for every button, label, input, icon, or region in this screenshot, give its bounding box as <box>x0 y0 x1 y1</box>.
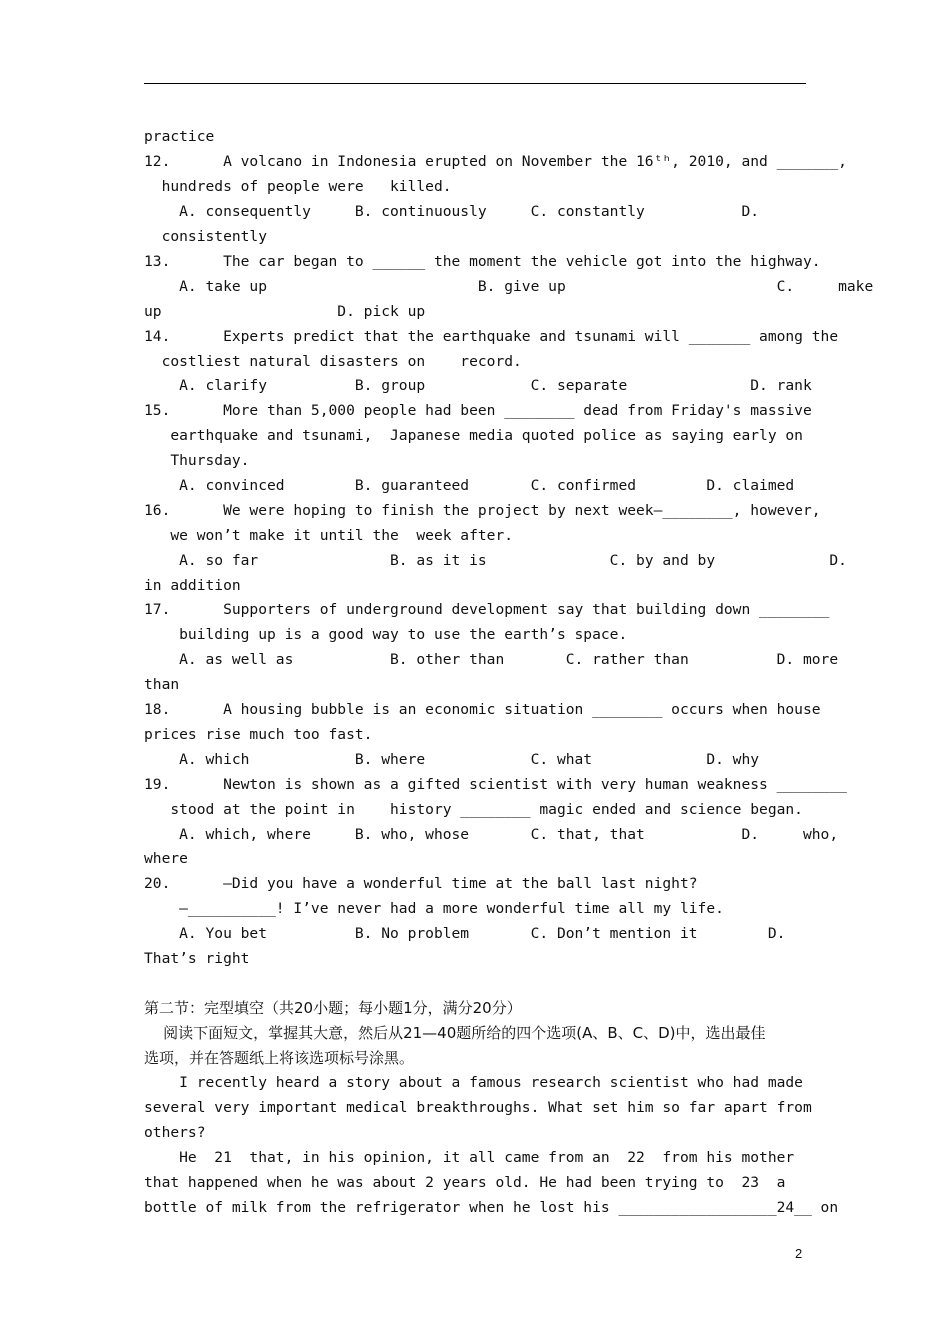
passage-line: He 21 that, in his opinion, it all came from an 22 from his mother <box>144 1149 795 1166</box>
header-rule <box>144 83 806 84</box>
text-line: than <box>144 676 180 693</box>
options-20: A. You bet B. No problem C. Don’t mention it D. <box>144 925 786 942</box>
passage-line: that happened when he was about 2 years old. He had been trying to 23 a <box>144 1174 786 1191</box>
text-line: stood at the point in history ________ magic ended and science began. <box>144 801 803 818</box>
question-17: 17. Supporters of underground development say that building down ________ <box>144 601 830 618</box>
text-line: in addition <box>144 577 241 594</box>
passage-line: several very important medical breakthroughs. What set him so far apart from <box>144 1099 812 1116</box>
passage-line: others? <box>144 1124 206 1141</box>
question-12: 12. A volcano in Indonesia erupted on November the 16ᵗʰ, 2010, and _______, <box>144 153 847 170</box>
passage-line: I recently heard a story about a famous research scientist who had made <box>144 1074 803 1091</box>
options-18: A. which B. where C. what D. why <box>144 751 760 768</box>
text-line: building up is a good way to use the earth’s space. <box>144 626 628 643</box>
text-line: hundreds of people were killed. <box>144 178 452 195</box>
text-line: we won’t make it until the week after. <box>144 527 514 544</box>
options-12: A. consequently B. continuously C. constantly D. <box>144 203 760 220</box>
question-18: 18. A housing bubble is an economic situation ________ occurs when house <box>144 701 821 718</box>
instructions: 选项，并在答题纸上将该选项标号涂黑。 <box>144 1049 415 1067</box>
text-line: costliest natural disasters on record. <box>144 353 522 370</box>
text-line: prices rise much too fast. <box>144 726 373 743</box>
text-line: where <box>144 850 188 867</box>
text-line: consistently <box>144 228 268 245</box>
question-14: 14. Experts predict that the earthquake and tsunami will _______ among the <box>144 328 839 345</box>
passage-line: bottle of milk from the refrigerator when he lost his __________________24__ on <box>144 1199 839 1216</box>
options-15: A. convinced B. guaranteed C. confirmed D. claimed <box>144 477 795 494</box>
page-number: 2 <box>795 1246 803 1261</box>
question-19: 19. Newton is shown as a gifted scientist with very human weakness ________ <box>144 776 847 793</box>
question-13: 13. The car began to ______ the moment the vehicle got into the highway. <box>144 253 821 270</box>
instructions: 阅读下面短文，掌握其大意，然后从21—40题所给的四个选项(A、B、C、D)中，选出最佳 <box>144 1024 766 1042</box>
section-heading: 第二节：完型填空（共20小题；每小题1分，满分20分） <box>144 999 522 1017</box>
options-13: A. take up B. give up C. make <box>144 278 874 295</box>
text-line: Thursday. <box>144 452 250 469</box>
text-line: earthquake and tsunami, Japanese media quoted police as saying early on <box>144 427 803 444</box>
text-line: up D. pick up <box>144 303 426 320</box>
question-20: 20. —Did you have a wonderful time at the ball last night? <box>144 875 698 892</box>
text-line: That’s right <box>144 950 250 967</box>
text-line: —__________! I’ve never had a more wonderful time all my life. <box>144 900 724 917</box>
options-17: A. as well as B. other than C. rather than D. more <box>144 651 839 668</box>
options-16: A. so far B. as it is C. by and by D. <box>144 552 847 569</box>
options-14: A. clarify B. group C. separate D. rank <box>144 377 812 394</box>
options-19: A. which, where B. who, whose C. that, that D. who, <box>144 826 839 843</box>
question-15: 15. More than 5,000 people had been ________ dead from Friday's massive <box>144 402 812 419</box>
text-line: practice <box>144 128 215 145</box>
question-16: 16. We were hoping to finish the project by next week—________, however, <box>144 502 821 519</box>
